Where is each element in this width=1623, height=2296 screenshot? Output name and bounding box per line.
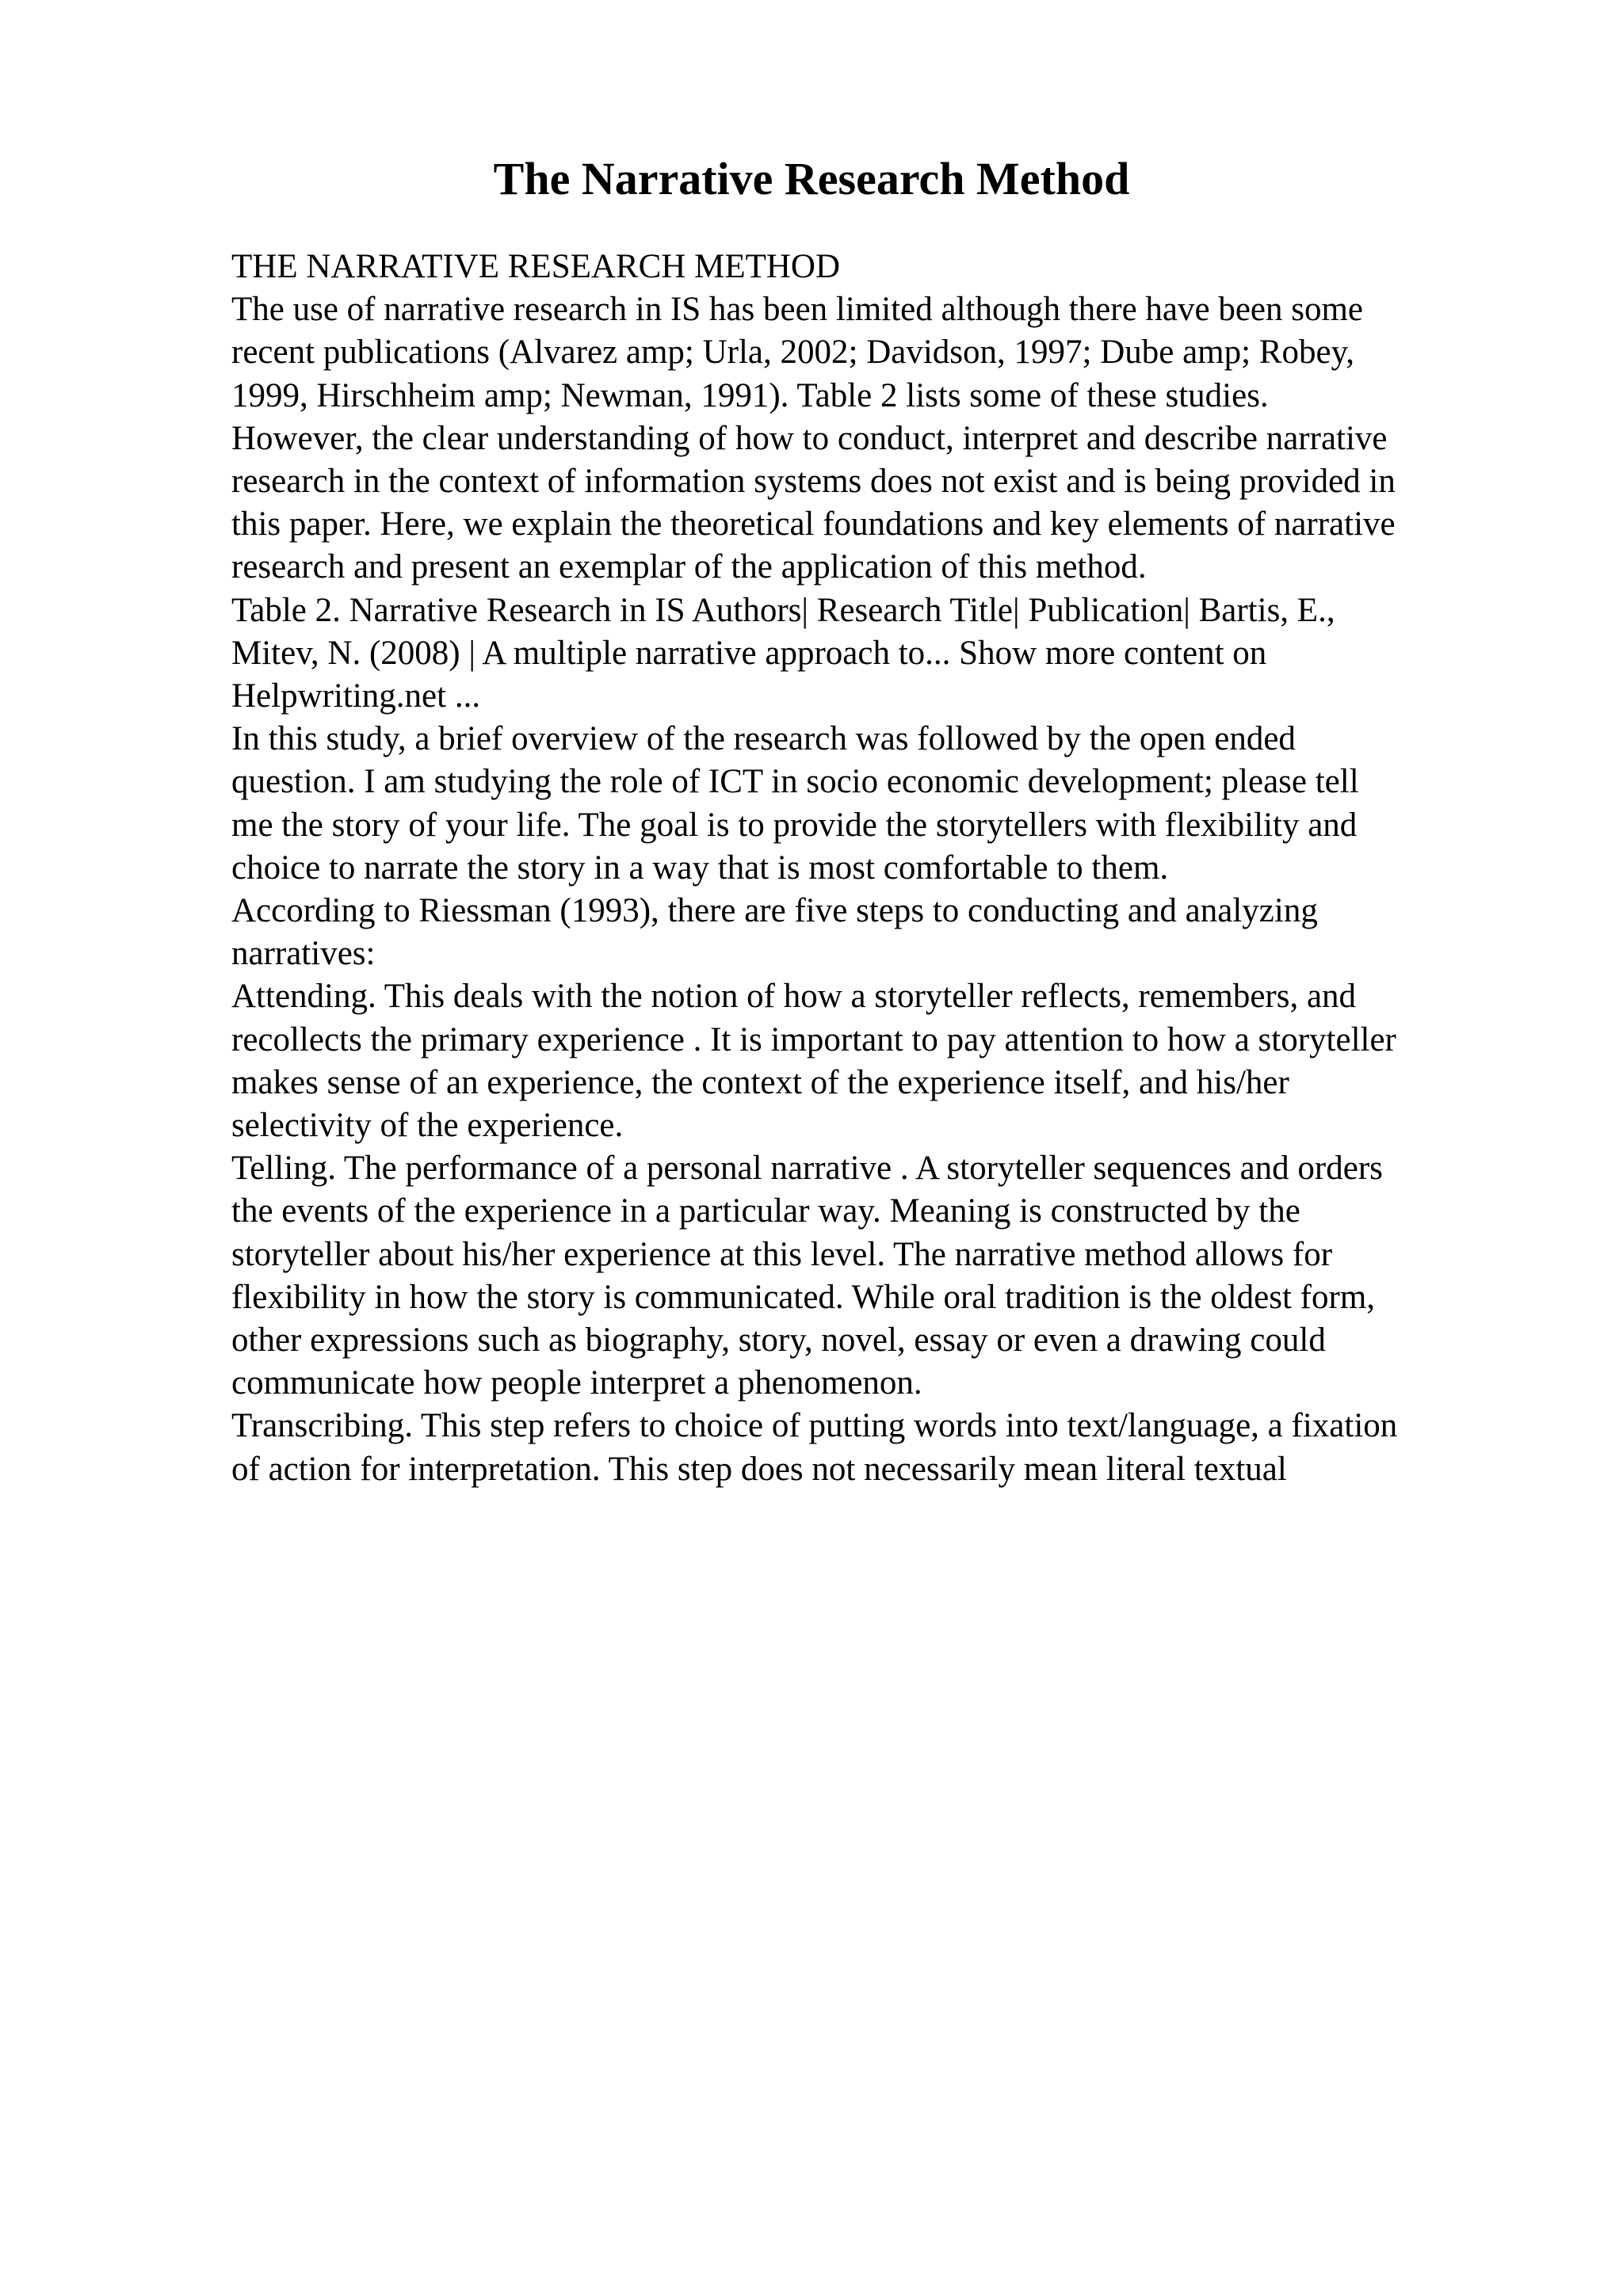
- text-line: 1999, Hirschheim amp; Newman, 1991). Table 2 lists some of these studies.: [231, 376, 1269, 414]
- text-line: Mitev, N. (2008) | A multiple narrative approach to... Show more content on: [231, 634, 1267, 672]
- text-line: Attending. This deals with the notion of how a storyteller reflects, remembers, and: [231, 978, 1357, 1016]
- text-line: me the story of your life. The goal is to provide the storytellers with flexibility and: [231, 806, 1358, 844]
- text-line: choice to narrate the story in a way that is most comfortable to them.: [231, 849, 1169, 887]
- text-line: However, the clear understanding of how to conduct, interpret and describe narrative: [231, 419, 1388, 457]
- text-line: recent publications (Alvarez amp; Urla, 2002; Davidson, 1997; Dube amp; Robey,: [231, 334, 1355, 372]
- text-line: Telling. The performance of a personal narrative . A storyteller sequences and orders: [231, 1150, 1383, 1188]
- text-line: recollects the primary experience . It is important to pay attention to how a storyteller: [231, 1020, 1396, 1058]
- text-line: Helpwriting.net ...: [231, 677, 481, 715]
- text-line: research and present an exemplar of the application of this method.: [231, 548, 1147, 586]
- text-line: In this study, a brief overview of the research was followed by the open ended: [231, 720, 1296, 758]
- text-line: flexibility in how the story is communicated. While oral tradition is the oldest form,: [231, 1278, 1376, 1316]
- text-line: of action for interpretation. This step does not necessarily mean literal textual: [231, 1450, 1287, 1488]
- text-line: selectivity of the experience.: [231, 1107, 624, 1145]
- text-line: the events of the experience in a particular way. Meaning is constructed by the: [231, 1192, 1300, 1230]
- section-heading: THE NARRATIVE RESEARCH METHOD: [231, 248, 841, 285]
- text-line: makes sense of an experience, the context of the experience itself, and his/her: [231, 1063, 1289, 1101]
- text-line: According to Riessman (1993), there are five steps to conducting and analyzing: [231, 892, 1318, 930]
- text-line: this paper. Here, we explain the theoretical foundations and key elements of narrative: [231, 505, 1396, 543]
- text-line: Transcribing. This step refers to choice of putting words into text/language, a fixation: [231, 1407, 1398, 1445]
- text-line: narratives:: [231, 935, 376, 973]
- document-body: [231, 246, 1515, 1491]
- text-line: communicate how people interpret a phenomenon.: [231, 1364, 922, 1402]
- text-line: other expressions such as biography, story, novel, essay or even a drawing could: [231, 1322, 1326, 1360]
- text-line: Table 2. Narrative Research in IS Authors| Research Title| Publication| Bartis, E.,: [231, 591, 1335, 629]
- page-title: The Narrative Research Method: [493, 153, 1130, 204]
- text-line: research in the context of information systems does not exist and is being provided in: [231, 463, 1396, 501]
- text-line: storyteller about his/her experience at this level. The narrative method allows for: [231, 1235, 1333, 1273]
- text-line: The use of narrative research in IS has been limited although there have been some: [231, 291, 1364, 329]
- text-line: question. I am studying the role of ICT in socio economic development; please tell: [231, 763, 1359, 801]
